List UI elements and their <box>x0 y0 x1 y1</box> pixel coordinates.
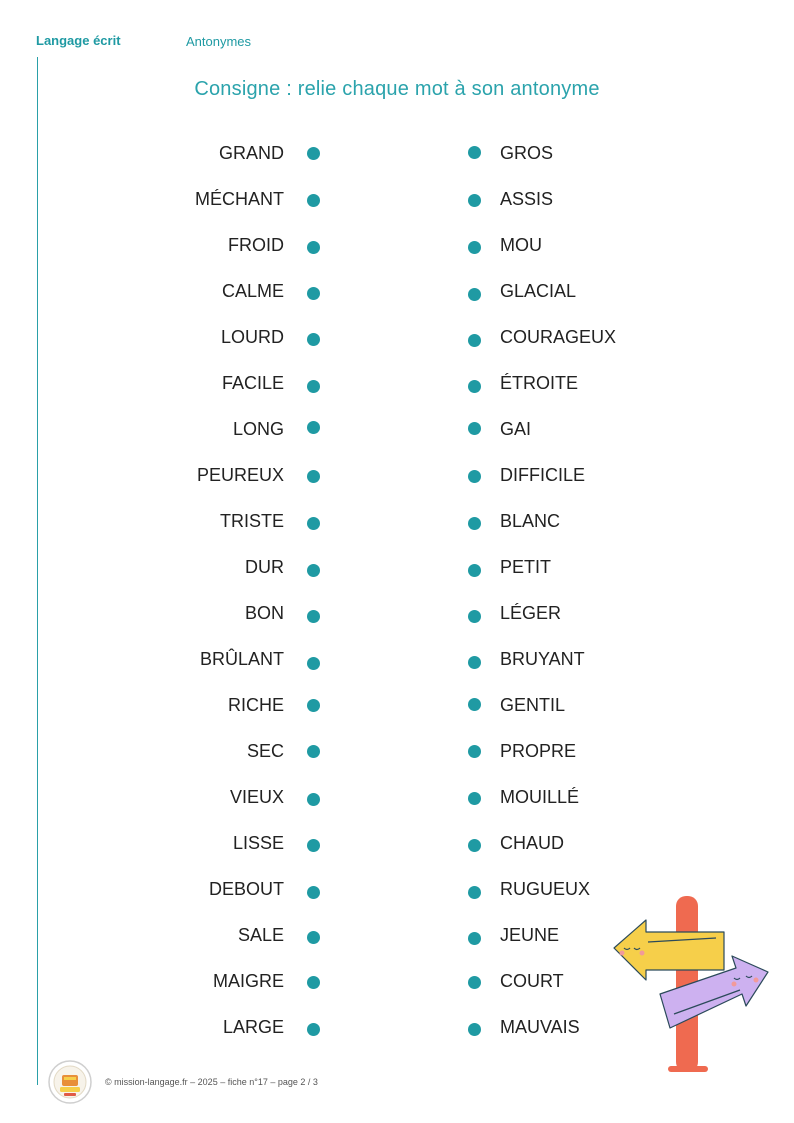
right-word: LÉGER <box>500 603 562 623</box>
right-dot[interactable] <box>468 1023 481 1036</box>
left-word: LISSE <box>232 833 284 853</box>
right-dot[interactable] <box>468 380 481 393</box>
right-dot[interactable] <box>468 792 481 805</box>
right-word: GLACIAL <box>500 281 577 301</box>
right-dot[interactable] <box>468 241 481 254</box>
right-dot[interactable] <box>468 610 481 623</box>
left-dot[interactable] <box>307 1023 320 1036</box>
right-word: COURT <box>500 971 564 991</box>
left-dot[interactable] <box>307 287 320 300</box>
left-dot[interactable] <box>307 564 320 577</box>
left-dot[interactable] <box>307 699 320 712</box>
left-word: BON <box>244 603 284 623</box>
word-pair-row <box>0 465 794 511</box>
left-dot[interactable] <box>307 657 320 670</box>
word-pair-row <box>0 833 794 879</box>
right-dot[interactable] <box>468 422 481 435</box>
left-word: BRÛLANT <box>199 649 284 669</box>
right-dot[interactable] <box>468 745 481 758</box>
left-word: GRAND <box>218 143 284 163</box>
word-pair-row <box>0 419 794 465</box>
left-word: LOURD <box>220 327 284 347</box>
right-word: ÉTROITE <box>500 373 579 393</box>
right-dot[interactable] <box>468 698 481 711</box>
word-pair-row <box>0 235 794 281</box>
footer-text: © mission-langage.fr – 2025 – fiche n°17 – page 2 / 3 <box>105 1077 318 1087</box>
right-dot[interactable] <box>468 334 481 347</box>
left-dot[interactable] <box>307 976 320 989</box>
right-word: MOU <box>500 235 542 255</box>
right-dot[interactable] <box>468 839 481 852</box>
word-pair-row <box>0 327 794 373</box>
word-pair-row <box>0 649 794 695</box>
left-dot[interactable] <box>307 610 320 623</box>
right-dot[interactable] <box>468 564 481 577</box>
left-word: PEUREUX <box>196 465 284 485</box>
left-dot[interactable] <box>307 241 320 254</box>
word-pair-row <box>0 787 794 833</box>
left-word: MAIGRE <box>212 971 284 991</box>
left-word: CALME <box>221 281 284 301</box>
right-dot[interactable] <box>468 288 481 301</box>
left-word: SALE <box>237 925 284 945</box>
section-label: Langage écrit <box>36 33 121 48</box>
right-word: BLANC <box>500 511 561 531</box>
word-pair-row <box>0 373 794 419</box>
word-pair-row <box>0 695 794 741</box>
word-pair-row <box>0 143 794 189</box>
right-word: PROPRE <box>500 741 577 761</box>
left-dot[interactable] <box>307 194 320 207</box>
right-word: MAUVAIS <box>500 1017 580 1037</box>
right-dot[interactable] <box>468 656 481 669</box>
right-word: GENTIL <box>500 695 566 715</box>
right-word: BRUYANT <box>500 649 585 669</box>
word-pair-row <box>0 511 794 557</box>
left-word: DUR <box>245 557 284 577</box>
right-word: JEUNE <box>500 925 560 945</box>
right-word: RUGUEUX <box>500 879 591 899</box>
right-dot[interactable] <box>468 470 481 483</box>
signpost-illustration <box>608 890 778 1075</box>
right-word: GROS <box>500 143 554 163</box>
left-word: LARGE <box>222 1017 284 1037</box>
left-word: FACILE <box>221 373 284 393</box>
topic-label: Antonymes <box>186 34 252 49</box>
right-word: ASSIS <box>500 189 554 209</box>
left-dot[interactable] <box>307 745 320 758</box>
instruction: Consigne : relie chaque mot à son antonyme <box>194 78 600 100</box>
left-word: FROID <box>228 235 284 255</box>
left-word: LONG <box>232 419 284 439</box>
right-dot[interactable] <box>468 976 481 989</box>
right-dot[interactable] <box>468 146 481 159</box>
left-dot[interactable] <box>307 147 320 160</box>
right-dot[interactable] <box>468 194 481 207</box>
right-dot[interactable] <box>468 932 481 945</box>
left-dot[interactable] <box>307 793 320 806</box>
right-word: GAI <box>500 419 532 439</box>
word-pair-row <box>0 281 794 327</box>
left-word: SEC <box>246 741 284 761</box>
right-word: DIFFICILE <box>500 465 586 485</box>
left-word: TRISTE <box>219 511 284 531</box>
left-dot[interactable] <box>307 931 320 944</box>
left-dot[interactable] <box>307 380 320 393</box>
right-word: CHAUD <box>500 833 565 853</box>
right-word: MOUILLÉ <box>500 787 580 807</box>
word-pair-row <box>0 741 794 787</box>
mission-langage-logo <box>47 1059 93 1105</box>
left-word: MÉCHANT <box>195 189 284 209</box>
left-dot[interactable] <box>307 470 320 483</box>
left-dot[interactable] <box>307 517 320 530</box>
word-pair-row <box>0 603 794 649</box>
left-dot[interactable] <box>307 333 320 346</box>
right-dot[interactable] <box>468 517 481 530</box>
word-pair-row <box>0 189 794 235</box>
right-word: PETIT <box>500 557 552 577</box>
left-dot[interactable] <box>307 421 320 434</box>
left-word: RICHE <box>227 695 284 715</box>
left-word: VIEUX <box>229 787 284 807</box>
right-word: COURAGEUX <box>500 327 617 347</box>
right-dot[interactable] <box>468 886 481 899</box>
left-dot[interactable] <box>307 839 320 852</box>
left-dot[interactable] <box>307 886 320 899</box>
word-pair-row <box>0 557 794 603</box>
left-word: DEBOUT <box>208 879 284 899</box>
